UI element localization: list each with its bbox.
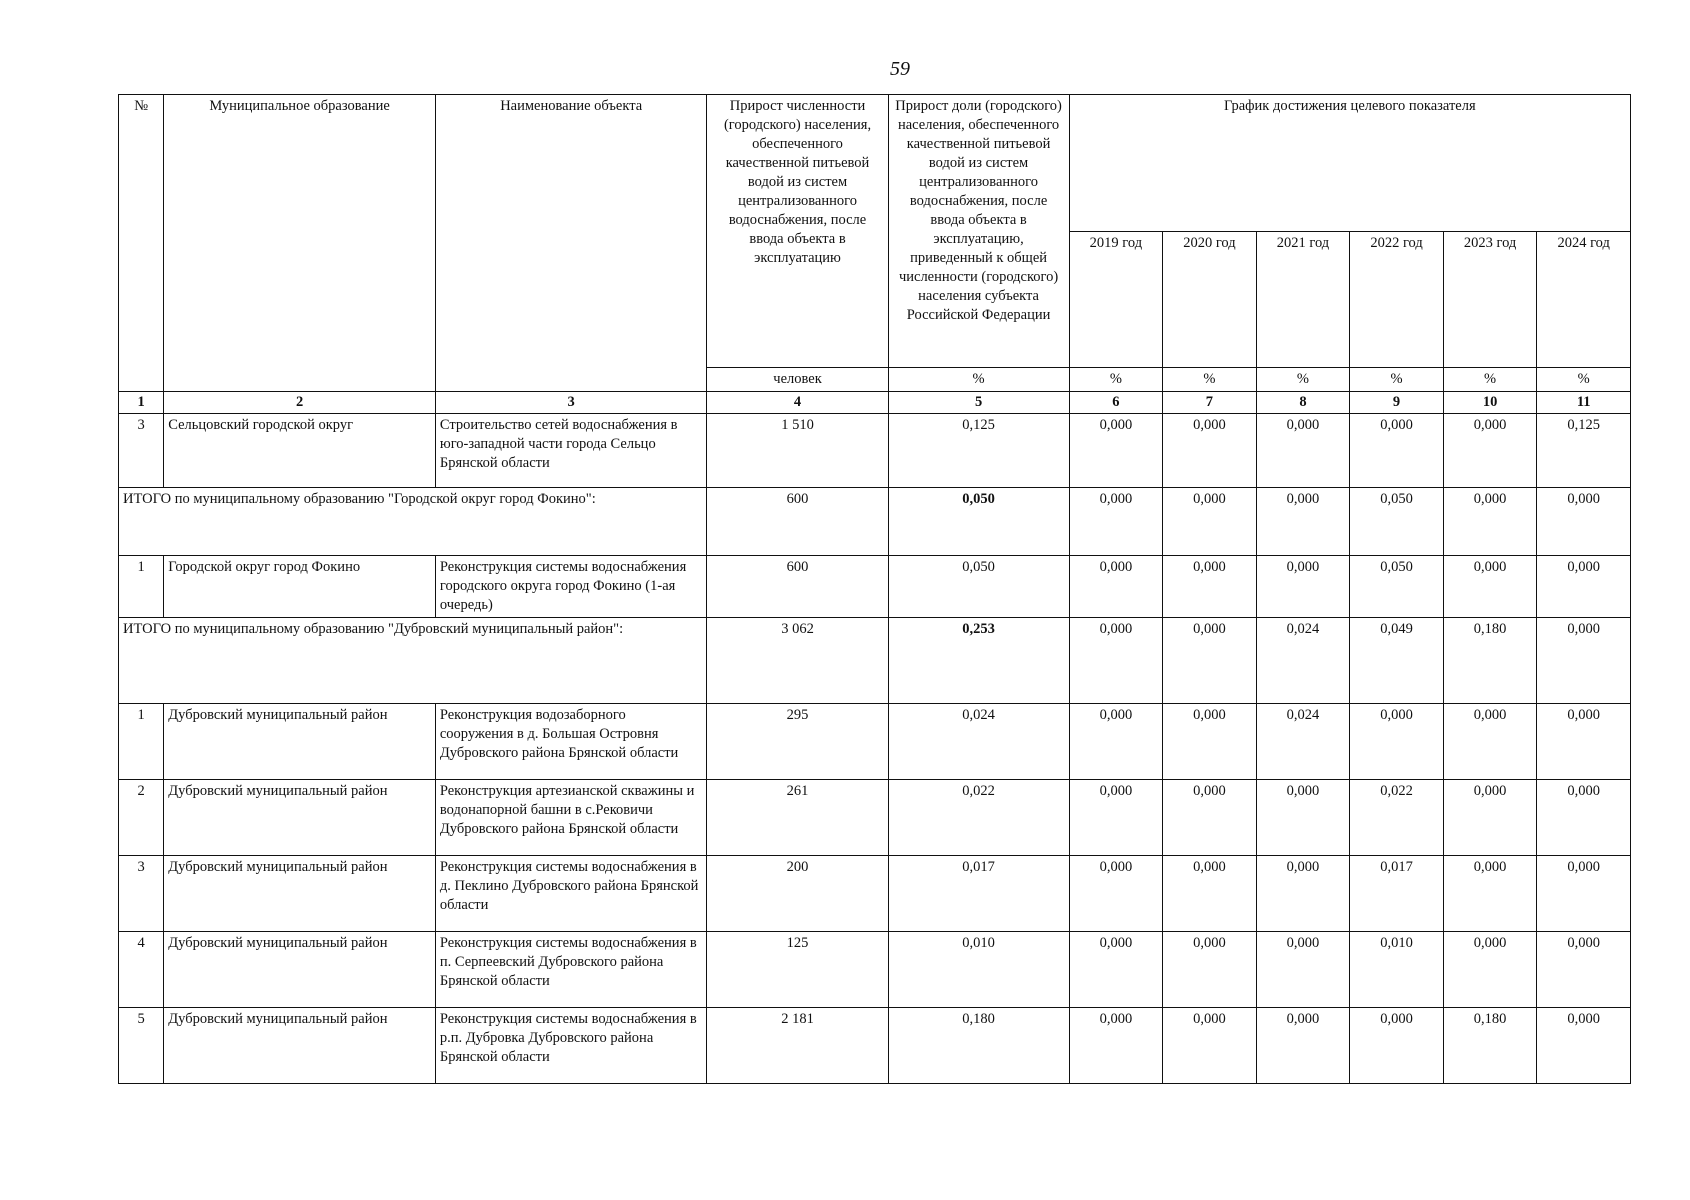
total-label: ИТОГО по муниципальному образованию "Городской округ город Фокино":: [119, 488, 707, 556]
column-number: 5: [888, 392, 1069, 414]
year-value-cell: 0,000: [1350, 414, 1444, 488]
year-value-cell: 0,180: [1443, 618, 1537, 704]
year-value-cell: 0,024: [1256, 618, 1350, 704]
page-number: 59: [890, 58, 910, 80]
year-value-cell: 0,000: [1256, 780, 1350, 856]
year-value-cell: 0,000: [1443, 932, 1537, 1008]
header-num: №: [119, 95, 164, 392]
year-value-cell: 0,000: [1163, 488, 1257, 556]
row-number: 3: [119, 414, 164, 488]
header-municipality: Муниципальное образование: [164, 95, 436, 392]
year-value-cell: 0,000: [1069, 556, 1163, 618]
people-cell: 2 181: [707, 1008, 888, 1084]
unit-percent: %: [1256, 368, 1350, 392]
unit-percent: %: [1163, 368, 1257, 392]
share-cell: 0,050: [888, 488, 1069, 556]
header-share-growth: Прирост доли (городского) населения, обеспеченного качественной питьевой водой из систем централизованного водоснабжения, после ввода объекта в эксплуатацию, приведенный к общей численности (городского) населения субъекта Российской Федерации: [888, 95, 1069, 368]
year-value-cell: 0,017: [1350, 856, 1444, 932]
municipality-cell: Дубровский муниципальный район: [164, 1008, 436, 1084]
total-label: ИТОГО по муниципальному образованию "Дубровский муниципальный район":: [119, 618, 707, 704]
object-cell: Реконструкция системы водоснабжения в р.п. Дубровка Дубровского района Брянской области: [435, 1008, 707, 1084]
year-value-cell: 0,000: [1069, 414, 1163, 488]
object-cell: Реконструкция артезианской скважины и водонапорной башни в с.Рековичи Дубровского района Брянской области: [435, 780, 707, 856]
year-value-cell: 0,000: [1163, 780, 1257, 856]
year-value-cell: 0,000: [1350, 1008, 1444, 1084]
table-row: [119, 856, 1631, 932]
unit-percent: %: [1537, 368, 1631, 392]
year-value-cell: 0,000: [1163, 556, 1257, 618]
object-cell: Реконструкция системы водоснабжения в д. Пеклино Дубровского района Брянской области: [435, 856, 707, 932]
share-cell: 0,017: [888, 856, 1069, 932]
table-row: [119, 1008, 1631, 1084]
column-number: 4: [707, 392, 888, 414]
table-row: [119, 780, 1631, 856]
share-cell: 0,180: [888, 1008, 1069, 1084]
year-value-cell: 0,000: [1256, 856, 1350, 932]
table-row: [119, 704, 1631, 780]
year-value-cell: 0,022: [1350, 780, 1444, 856]
share-cell: 0,024: [888, 704, 1069, 780]
year-value-cell: 0,049: [1350, 618, 1444, 704]
year-value-cell: 0,000: [1163, 618, 1257, 704]
year-value-cell: 0,000: [1256, 488, 1350, 556]
header-year-2024: 2024 год: [1537, 231, 1631, 368]
people-cell: 261: [707, 780, 888, 856]
year-value-cell: 0,000: [1350, 704, 1444, 780]
year-value-cell: 0,000: [1443, 414, 1537, 488]
unit-percent: %: [1443, 368, 1537, 392]
year-value-cell: 0,000: [1163, 932, 1257, 1008]
total-row: [119, 488, 1631, 556]
unit-percent: %: [1069, 368, 1163, 392]
column-number: 10: [1443, 392, 1537, 414]
people-cell: 1 510: [707, 414, 888, 488]
header-year-2020: 2020 год: [1163, 231, 1257, 368]
people-cell: 3 062: [707, 618, 888, 704]
year-value-cell: 0,000: [1537, 618, 1631, 704]
municipality-cell: Дубровский муниципальный район: [164, 704, 436, 780]
column-number: 11: [1537, 392, 1631, 414]
column-number: 8: [1256, 392, 1350, 414]
row-number: 1: [119, 704, 164, 780]
year-value-cell: 0,000: [1069, 856, 1163, 932]
people-cell: 200: [707, 856, 888, 932]
year-value-cell: 0,000: [1163, 1008, 1257, 1084]
year-value-cell: 0,010: [1350, 932, 1444, 1008]
year-value-cell: 0,000: [1256, 414, 1350, 488]
year-value-cell: 0,000: [1443, 556, 1537, 618]
unit-percent: %: [888, 368, 1069, 392]
year-value-cell: 0,000: [1256, 556, 1350, 618]
target-indicator-table: [118, 94, 1631, 1084]
row-number: 3: [119, 856, 164, 932]
header-year-2023: 2023 год: [1443, 231, 1537, 368]
year-value-cell: 0,000: [1537, 1008, 1631, 1084]
municipality-cell: Дубровский муниципальный район: [164, 932, 436, 1008]
year-value-cell: 0,000: [1069, 704, 1163, 780]
municipality-cell: Сельцовский городской округ: [164, 414, 436, 488]
people-cell: 600: [707, 488, 888, 556]
municipality-cell: Городской округ город Фокино: [164, 556, 436, 618]
year-value-cell: 0,000: [1256, 932, 1350, 1008]
header-row-main: [119, 95, 1631, 232]
share-cell: 0,022: [888, 780, 1069, 856]
year-value-cell: 0,000: [1537, 856, 1631, 932]
header-object: Наименование объекта: [435, 95, 707, 392]
table-row: [119, 556, 1631, 618]
column-number: 2: [164, 392, 436, 414]
object-cell: Строительство сетей водоснабжения в юго-западной части города Сельцо Брянской области: [435, 414, 707, 488]
row-number: 2: [119, 780, 164, 856]
year-value-cell: 0,000: [1069, 932, 1163, 1008]
year-value-cell: 0,000: [1443, 780, 1537, 856]
share-cell: 0,253: [888, 618, 1069, 704]
municipality-cell: Дубровский муниципальный район: [164, 856, 436, 932]
year-value-cell: 0,000: [1443, 704, 1537, 780]
year-value-cell: 0,000: [1069, 618, 1163, 704]
year-value-cell: 0,000: [1069, 1008, 1163, 1084]
total-row: [119, 618, 1631, 704]
row-number: 5: [119, 1008, 164, 1084]
year-value-cell: 0,180: [1443, 1008, 1537, 1084]
row-number: 1: [119, 556, 164, 618]
header-year-2019: 2019 год: [1069, 231, 1163, 368]
column-number: 3: [435, 392, 707, 414]
year-value-cell: 0,000: [1163, 704, 1257, 780]
object-cell: Реконструкция системы водоснабжения городского округа город Фокино (1-ая очередь): [435, 556, 707, 618]
unit-people: человек: [707, 368, 888, 392]
column-number: 7: [1163, 392, 1257, 414]
people-cell: 295: [707, 704, 888, 780]
year-value-cell: 0,000: [1537, 556, 1631, 618]
year-value-cell: 0,050: [1350, 488, 1444, 556]
year-value-cell: 0,125: [1537, 414, 1631, 488]
municipality-cell: Дубровский муниципальный район: [164, 780, 436, 856]
header-year-2021: 2021 год: [1256, 231, 1350, 368]
table-row: [119, 932, 1631, 1008]
share-cell: 0,125: [888, 414, 1069, 488]
column-number-row: [119, 392, 1631, 414]
table-row: [119, 414, 1631, 488]
object-cell: Реконструкция системы водоснабжения в п. Серпеевский Дубровского района Брянской области: [435, 932, 707, 1008]
year-value-cell: 0,000: [1537, 780, 1631, 856]
header-population-growth: Прирост численности (городского) населения, обеспеченного качественной питьевой водой из систем централизованного водоснабжения, после ввода объекта в эксплуатацию: [707, 95, 888, 368]
column-number: 6: [1069, 392, 1163, 414]
year-value-cell: 0,000: [1443, 856, 1537, 932]
unit-percent: %: [1350, 368, 1444, 392]
year-value-cell: 0,000: [1443, 488, 1537, 556]
row-number: 4: [119, 932, 164, 1008]
year-value-cell: 0,000: [1069, 488, 1163, 556]
year-value-cell: 0,000: [1163, 414, 1257, 488]
share-cell: 0,050: [888, 556, 1069, 618]
year-value-cell: 0,000: [1069, 780, 1163, 856]
year-value-cell: 0,000: [1537, 488, 1631, 556]
share-cell: 0,010: [888, 932, 1069, 1008]
column-number: 1: [119, 392, 164, 414]
year-value-cell: 0,024: [1256, 704, 1350, 780]
column-number: 9: [1350, 392, 1444, 414]
header-year-2022: 2022 год: [1350, 231, 1444, 368]
object-cell: Реконструкция водозаборного сооружения в д. Большая Островня Дубровского района Брянской области: [435, 704, 707, 780]
year-value-cell: 0,000: [1256, 1008, 1350, 1084]
people-cell: 600: [707, 556, 888, 618]
header-schedule: График достижения целевого показателя: [1069, 95, 1630, 232]
year-value-cell: 0,000: [1537, 704, 1631, 780]
year-value-cell: 0,050: [1350, 556, 1444, 618]
people-cell: 125: [707, 932, 888, 1008]
year-value-cell: 0,000: [1537, 932, 1631, 1008]
year-value-cell: 0,000: [1163, 856, 1257, 932]
